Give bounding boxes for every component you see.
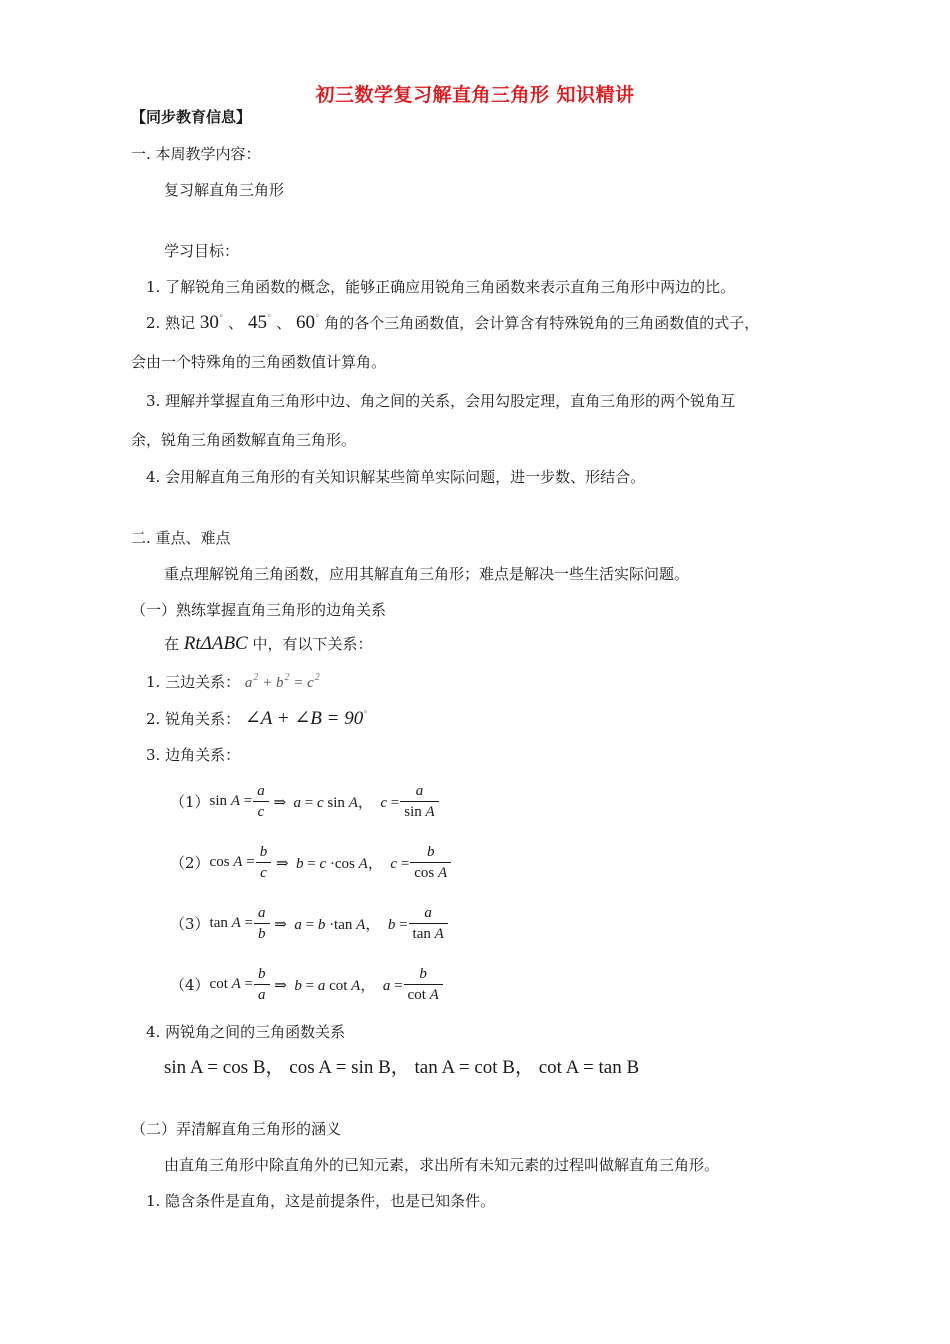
angle-45: 45 — [247, 312, 267, 333]
separator: 、 — [271, 314, 292, 332]
relation-1 — [146, 672, 320, 695]
pythagoras-formula: $a^2 + b^2 = c^2$ — [244, 672, 320, 691]
relation-4-label: 4. 两锐角之间的三角函数关系 — [146, 1023, 346, 1041]
section-header: 【同步教育信息】 — [131, 108, 252, 126]
formula-sin: （1） sin A = $\frac{a}{c}$ ⇒ a = c sin A， c = $\frac{a}{\text{sin A}}$ — [170, 776, 440, 826]
triangle-intro — [164, 634, 373, 654]
section-2-intro: 重点理解锐角三角函数，应用其解直角三角形；难点是解决一些生活实际问题。 — [164, 565, 690, 583]
formula-tan: （3） tan A = $\frac{a}{b}$ ⇒ a = b ·tan A， b = $\frac{a}{\text{tan A}}$ — [170, 898, 449, 948]
section-2-heading: 二. 重点、难点 — [131, 529, 231, 547]
degree-mark: ° — [218, 314, 224, 324]
complementary-formulas: sin A = cos B， cos A = sin B， tan A = cot B， cot A = tan B — [164, 1057, 640, 1078]
relation-2-label: 2. 锐角关系： — [146, 710, 241, 728]
angle-60: 60 — [296, 312, 315, 333]
goal-3-line-1: 3. 理解并掌握直角三角形中边、角之间的关系，会用勾股定理，直角三角形的两个锐角互 — [146, 392, 736, 410]
goal-2 — [146, 313, 759, 336]
goal-2-number: 2. 熟记 — [146, 314, 196, 332]
goal-2-line-2: 会由一个特殊角的三角函数值计算角。 — [131, 353, 387, 371]
goal-4: 4. 会用解直角三角形的有关知识解某些简单实际问题，进一步数、形结合。 — [146, 468, 646, 486]
goal-1: 1. 了解锐角三角函数的概念，能够正确应用锐角三角函数来表示直角三角形中两边的比。 — [146, 278, 736, 296]
degree-mark: ° — [363, 710, 368, 720]
goal-3-line-2: 余，锐角三角函数解直角三角形。 — [131, 431, 357, 449]
topic-text: 复习解直角三角形 — [164, 181, 285, 199]
relation-2 — [146, 709, 368, 732]
relation-1-label: 1. 三边关系： — [146, 673, 241, 691]
formula-number: （3） — [170, 914, 210, 933]
separator: 、 — [223, 314, 244, 332]
angle-30: 30 — [199, 312, 219, 333]
degree-mark: ° — [266, 314, 272, 324]
triangle-intro-pre: 在 — [164, 635, 180, 653]
goals-heading: 学习目标： — [164, 242, 240, 260]
point-1: 1. 隐含条件是直角，这是前提条件，也是已知条件。 — [146, 1192, 496, 1210]
formula-number: （4） — [170, 975, 210, 994]
angle-sum-formula: ∠A + ∠B = 90 — [244, 708, 364, 729]
page-title: 初三数学复习解直角三角形 知识精讲 — [315, 84, 635, 106]
formula-number: （2） — [170, 853, 210, 872]
subsection-2-heading: （二）弄清解直角三角形的涵义 — [131, 1120, 342, 1138]
triangle-intro-post: 中，有以下关系： — [252, 635, 373, 653]
goal-2-rest: 角的各个三角函数值，会计算含有特殊锐角的三角函数值的式子， — [324, 314, 760, 332]
relation-3-label: 3. 边角关系： — [146, 746, 241, 764]
degree-mark: ° — [315, 314, 320, 324]
formula-cot: （4） cot A = $\frac{b}{a}$ ⇒ b = a cot A， a = $\frac{b}{\text{cot A}}$ — [170, 959, 444, 1009]
subsection-1-heading: （一）熟练掌握直角三角形的边角关系 — [131, 601, 387, 619]
section-1-heading: 一. 本周教学内容： — [131, 145, 261, 163]
formula-number: （1） — [170, 792, 210, 811]
definition-text: 由直角三角形中除直角外的已知元素，求出所有未知元素的过程叫做解直角三角形。 — [164, 1156, 720, 1174]
triangle-name: RtΔABC — [183, 633, 248, 654]
formula-cos: （2） cos A = $\frac{b}{c}$ ⇒ b = c ·cos A， c = $\frac{b}{\text{cos A}}$ — [170, 837, 452, 887]
